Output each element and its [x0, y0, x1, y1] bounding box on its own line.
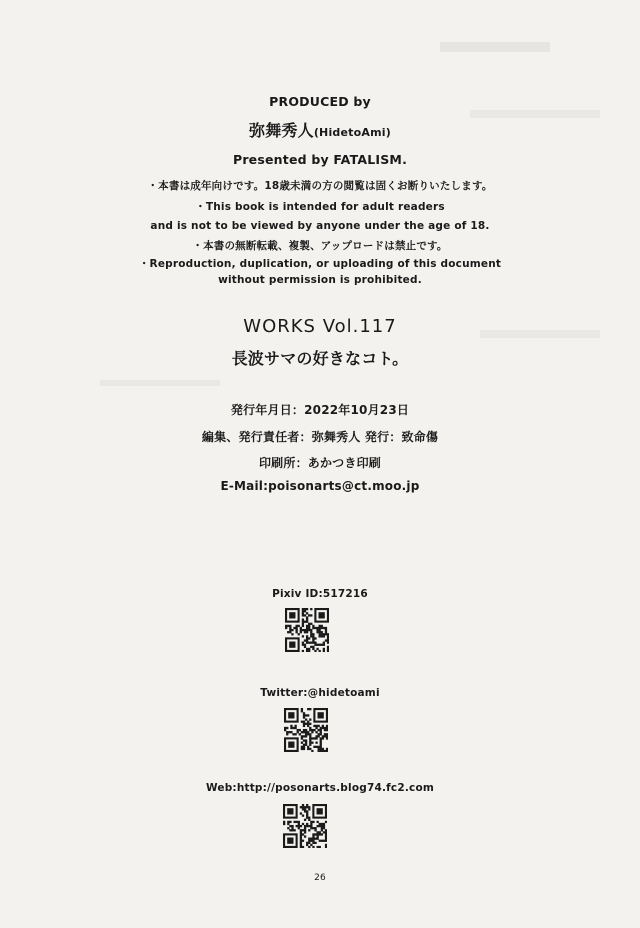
works-volume-title: WORKS Vol.117 — [243, 316, 397, 337]
bleed-through-shadow — [470, 110, 600, 118]
twitter-handle: Twitter:@hidetoami — [260, 687, 380, 699]
publish-date: 発行年月日：2022年10月23日 — [230, 403, 410, 417]
notice-line: ・本書は成年向けです。18歳未満の方の閲覧は固くお断りいたします。 — [147, 180, 493, 192]
qr-code-icon — [283, 804, 327, 848]
website-url: Web:http://posonarts.blog74.fc2.com — [205, 782, 435, 794]
notice-line: and is not to be viewed by anyone under the age of 18. — [150, 220, 490, 232]
presented-by: Presented by FATALISM. — [232, 152, 408, 167]
author-kanji: 弥舞秀人 — [249, 121, 314, 140]
email-address: E-Mail:poisonarts@ct.moo.jp — [220, 479, 420, 493]
author-romaji: (HidetoAmi) — [313, 126, 391, 139]
printer: 印刷所：あかつき印刷 — [258, 456, 381, 470]
notice-line: ・Reproduction, duplication, or uploading of this document — [138, 258, 502, 270]
page-number: 26 — [314, 873, 326, 883]
qr-code-icon — [285, 608, 329, 652]
book-subtitle: 長波サマの好きなコト。 — [231, 349, 409, 368]
notice-line: without permission is prohibited. — [218, 274, 422, 286]
editor-publisher: 編集、発行責任者：弥舞秀人 発行：致命傷 — [201, 430, 439, 444]
qr-code-icon — [284, 708, 328, 752]
bleed-through-shadow — [440, 42, 550, 52]
produced-by-label: PRODUCED by — [269, 94, 371, 109]
notice-line: ・This book is intended for adult readers — [195, 201, 445, 213]
notice-line: ・本書の無断転載、複製、アップロードは禁止です。 — [192, 240, 448, 252]
author-name — [0, 118, 640, 141]
bleed-through-shadow — [100, 380, 220, 386]
pixiv-id: Pixiv ID:517216 — [272, 588, 368, 600]
